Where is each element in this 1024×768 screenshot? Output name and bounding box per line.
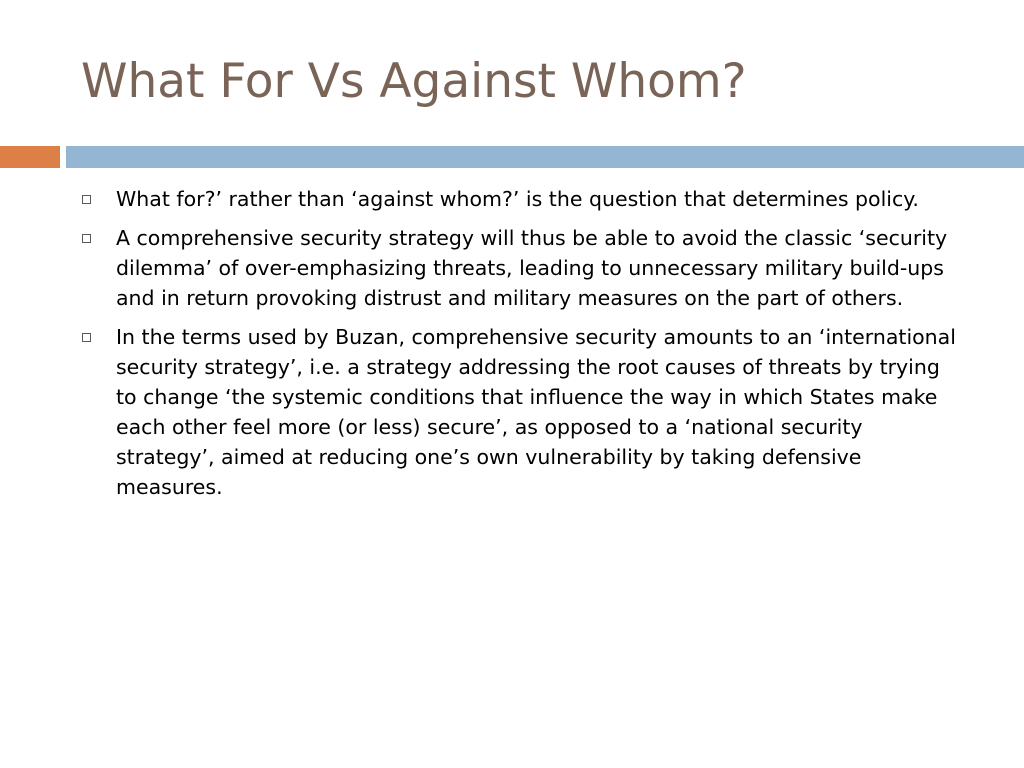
hollow-square-bullet-icon [82,195,91,204]
bullet-text: What for?’ rather than ‘against whom?’ is the question that determines policy. [116,187,919,211]
hollow-square-bullet-icon [82,234,91,243]
bullet-item [80,184,960,214]
bullet-item [80,322,960,502]
bullet-list [80,184,960,511]
bullet-text: In the terms used by Buzan, comprehensive security amounts to an ‘international security strategy’, i.e. a strategy addressing the root causes of threats by trying to change ‘the systemic conditions that influence the way in which States make each other feel more (or less) secure’, as opposed to a ‘national security strategy’, aimed at reducing one’s own vulnerability by taking defensive measures. [116,325,956,499]
accent-bar-blue [66,146,1024,168]
bullet-item [80,223,960,313]
bullet-text: A comprehensive security strategy will thus be able to avoid the classic ‘security dilemma’ of over-emphasizing threats, leading to unnecessary military build-ups and in return provoking distrust and military measures on the part of others. [116,226,948,310]
hollow-square-bullet-icon [82,333,91,342]
slide-title: What For Vs Against Whom? [81,54,747,109]
accent-bar-orange [0,146,60,168]
